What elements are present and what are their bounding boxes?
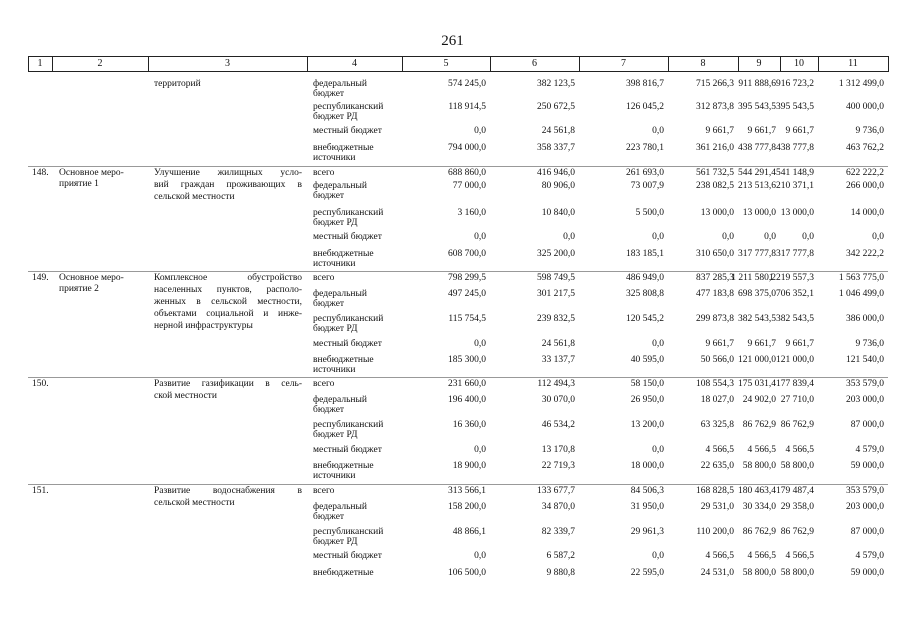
value-cell: 24 561,8 <box>541 339 575 349</box>
value-cell: 34 870,0 <box>541 502 575 512</box>
funding-source: внебюджетные <box>313 568 374 578</box>
value-cell: 87 000,0 <box>850 420 884 430</box>
funding-source: бюджет РД <box>313 324 358 334</box>
value-cell: 574 245,0 <box>448 79 486 89</box>
funding-source: республиканский <box>313 527 384 537</box>
funding-source: бюджет РД <box>313 218 358 228</box>
header-col-3: 3 <box>225 58 230 69</box>
value-cell: 0,0 <box>872 232 884 242</box>
funding-source: местный бюджет <box>313 339 382 349</box>
value-cell: 13 170,8 <box>541 445 575 455</box>
event-description: сельской местности <box>154 498 235 508</box>
value-cell: 486 949,0 <box>626 273 664 283</box>
header-col-4: 4 <box>352 58 357 69</box>
value-cell: 27 710,0 <box>780 395 814 405</box>
funding-source: местный бюджет <box>313 126 382 136</box>
event-description: женных в сельской местности, <box>154 297 302 307</box>
value-cell: 622 222,2 <box>846 168 884 178</box>
value-cell: 398 816,7 <box>626 79 664 89</box>
value-cell: 50 566,0 <box>700 355 734 365</box>
value-cell: 715 266,3 <box>696 79 734 89</box>
funding-source: источники <box>313 259 356 269</box>
value-cell: 177 839,4 <box>776 379 814 389</box>
value-cell: 317 777,8 <box>776 249 814 259</box>
event-description: ской местности <box>154 391 217 401</box>
value-cell: 598 749,5 <box>537 273 575 283</box>
value-cell: 312 873,8 <box>696 102 734 112</box>
value-cell: 9 736,0 <box>855 339 884 349</box>
funding-source: местный бюджет <box>313 232 382 242</box>
value-cell: 86 762,9 <box>742 420 776 430</box>
funding-source: бюджет <box>313 89 345 99</box>
value-cell: 58 800,0 <box>742 461 776 471</box>
event-title: приятие 2 <box>59 284 99 294</box>
value-cell: 463 762,2 <box>846 143 884 153</box>
value-cell: 9 661,7 <box>705 339 734 349</box>
value-cell: 121 000,0 <box>776 355 814 365</box>
value-cell: 110 200,0 <box>696 527 734 537</box>
value-cell: 22 719,3 <box>541 461 575 471</box>
event-description: территорий <box>154 79 201 89</box>
value-cell: 58 800,0 <box>780 568 814 578</box>
value-cell: 266 000,0 <box>846 181 884 191</box>
event-description: населенных пунктов, располо- <box>154 285 302 295</box>
value-cell: 0,0 <box>652 445 664 455</box>
value-cell: 395 543,5 <box>738 102 776 112</box>
value-cell: 1 312 499,0 <box>838 79 884 89</box>
value-cell: 33 137,7 <box>541 355 575 365</box>
value-cell: 9 736,0 <box>855 126 884 136</box>
value-cell: 13 000,0 <box>700 208 734 218</box>
value-cell: 3 160,0 <box>457 208 486 218</box>
funding-source: источники <box>313 471 356 481</box>
value-cell: 13 200,0 <box>630 420 664 430</box>
value-cell: 112 494,3 <box>537 379 575 389</box>
value-cell: 0,0 <box>474 339 486 349</box>
value-cell: 9 661,7 <box>705 126 734 136</box>
value-cell: 382 123,5 <box>537 79 575 89</box>
value-cell: 16 360,0 <box>452 420 486 430</box>
value-cell: 213 513,6 <box>738 181 776 191</box>
event-description: вий граждан проживающих в <box>154 180 302 190</box>
block-separator <box>28 377 888 378</box>
value-cell: 301 217,5 <box>537 289 575 299</box>
value-cell: 837 285,3 <box>696 273 734 283</box>
funding-source: источники <box>313 153 356 163</box>
value-cell: 382 543,5 <box>738 314 776 324</box>
value-cell: 115 754,5 <box>448 314 486 324</box>
funding-source: местный бюджет <box>313 445 382 455</box>
value-cell: 608 700,0 <box>448 249 486 259</box>
value-cell: 4 566,5 <box>705 551 734 561</box>
value-cell: 59 000,0 <box>850 568 884 578</box>
value-cell: 108 554,3 <box>696 379 734 389</box>
value-cell: 1 211 580,2 <box>731 273 776 283</box>
value-cell: 120 545,2 <box>626 314 664 324</box>
value-cell: 261 693,0 <box>626 168 664 178</box>
value-cell: 1 219 557,3 <box>768 273 814 283</box>
value-cell: 210 371,1 <box>776 181 814 191</box>
header-col-5: 5 <box>443 58 449 69</box>
value-cell: 179 487,4 <box>776 486 814 496</box>
value-cell: 29 358,0 <box>780 502 814 512</box>
value-cell: 9 661,7 <box>747 126 776 136</box>
value-cell: 183 185,1 <box>626 249 664 259</box>
value-cell: 477 183,8 <box>696 289 734 299</box>
value-cell: 4 579,0 <box>855 551 884 561</box>
value-cell: 0,0 <box>722 232 734 242</box>
value-cell: 9 661,7 <box>747 339 776 349</box>
value-cell: 73 007,9 <box>630 181 664 191</box>
value-cell: 13 000,0 <box>780 208 814 218</box>
row-number: 150. <box>32 379 49 389</box>
event-title: приятие 1 <box>59 179 99 189</box>
value-cell: 798 299,5 <box>448 273 486 283</box>
value-cell: 121 000,0 <box>738 355 776 365</box>
header-col-9: 9 <box>756 58 762 69</box>
funding-source: источники <box>313 365 356 375</box>
value-cell: 30 070,0 <box>541 395 575 405</box>
value-cell: 14 000,0 <box>850 208 884 218</box>
funding-source: всего <box>313 168 335 178</box>
funding-source: бюджет РД <box>313 537 358 547</box>
header-bottom-rule <box>28 71 888 72</box>
funding-source: внебюджетные <box>313 461 374 471</box>
value-cell: 400 000,0 <box>846 102 884 112</box>
value-cell: 77 000,0 <box>452 181 486 191</box>
value-cell: 395 543,5 <box>776 102 814 112</box>
value-cell: 6 587,2 <box>546 551 575 561</box>
value-cell: 29 961,3 <box>630 527 664 537</box>
value-cell: 325 808,8 <box>626 289 664 299</box>
value-cell: 1 046 499,0 <box>838 289 884 299</box>
block-separator <box>28 484 888 485</box>
value-cell: 106 500,0 <box>448 568 486 578</box>
funding-source: всего <box>313 273 335 283</box>
header-col-2: 2 <box>97 58 103 69</box>
value-cell: 87 000,0 <box>850 527 884 537</box>
value-cell: 58 800,0 <box>742 568 776 578</box>
funding-source: бюджет <box>313 299 345 309</box>
value-cell: 133 677,7 <box>537 486 575 496</box>
value-cell: 4 566,5 <box>747 551 776 561</box>
funding-source: бюджет РД <box>313 112 358 122</box>
header-top-rule <box>28 56 888 57</box>
value-cell: 250 672,5 <box>537 102 575 112</box>
value-cell: 911 888,6 <box>738 79 776 89</box>
value-cell: 497 245,0 <box>448 289 486 299</box>
event-title: Основное меро- <box>59 168 124 178</box>
value-cell: 59 000,0 <box>850 461 884 471</box>
event-description: нерной инфраструктуры <box>154 321 253 331</box>
value-cell: 223 780,1 <box>626 143 664 153</box>
value-cell: 358 337,7 <box>537 143 575 153</box>
value-cell: 30 334,0 <box>742 502 776 512</box>
value-cell: 0,0 <box>802 232 814 242</box>
funding-source: бюджет РД <box>313 430 358 440</box>
value-cell: 4 566,5 <box>785 445 814 455</box>
value-cell: 4 566,5 <box>705 445 734 455</box>
header-col-6: 6 <box>532 58 537 69</box>
value-cell: 317 777,8 <box>738 249 776 259</box>
value-cell: 561 732,5 <box>696 168 734 178</box>
funding-source: федеральный <box>313 289 367 299</box>
value-cell: 0,0 <box>652 232 664 242</box>
value-cell: 353 579,0 <box>846 486 884 496</box>
value-cell: 22 595,0 <box>630 568 664 578</box>
value-cell: 58 800,0 <box>780 461 814 471</box>
value-cell: 185 300,0 <box>448 355 486 365</box>
value-cell: 916 723,2 <box>776 79 814 89</box>
value-cell: 82 339,7 <box>541 527 575 537</box>
value-cell: 58 150,0 <box>630 379 664 389</box>
value-cell: 4 566,5 <box>747 445 776 455</box>
page-number: 261 <box>441 33 464 49</box>
value-cell: 382 543,5 <box>776 314 814 324</box>
value-cell: 0,0 <box>563 232 575 242</box>
value-cell: 86 762,9 <box>742 527 776 537</box>
event-description: Комплексное обустройство <box>154 273 302 283</box>
value-cell: 313 566,1 <box>448 486 486 496</box>
value-cell: 4 579,0 <box>855 445 884 455</box>
value-cell: 5 500,0 <box>635 208 664 218</box>
funding-source: республиканский <box>313 420 384 430</box>
header-col-10: 10 <box>794 58 804 69</box>
funding-source: бюджет <box>313 191 345 201</box>
funding-source: бюджет <box>313 405 345 415</box>
value-cell: 438 777,8 <box>776 143 814 153</box>
value-cell: 794 000,0 <box>448 143 486 153</box>
row-number: 148. <box>32 168 49 178</box>
value-cell: 0,0 <box>652 126 664 136</box>
value-cell: 299 873,8 <box>696 314 734 324</box>
value-cell: 86 762,9 <box>780 420 814 430</box>
value-cell: 0,0 <box>474 126 486 136</box>
funding-source: всего <box>313 486 335 496</box>
value-cell: 18 900,0 <box>452 461 486 471</box>
funding-source: внебюджетные <box>313 143 374 153</box>
event-description: сельской местности <box>154 192 235 202</box>
value-cell: 0,0 <box>474 232 486 242</box>
value-cell: 9 661,7 <box>785 126 814 136</box>
value-cell: 239 832,5 <box>537 314 575 324</box>
value-cell: 438 777,8 <box>738 143 776 153</box>
value-cell: 24 531,0 <box>700 568 734 578</box>
value-cell: 10 840,0 <box>541 208 575 218</box>
value-cell: 0,0 <box>652 551 664 561</box>
value-cell: 698 375,0 <box>738 289 776 299</box>
value-cell: 706 352,1 <box>776 289 814 299</box>
value-cell: 84 506,3 <box>630 486 664 496</box>
row-number: 149. <box>32 273 49 283</box>
value-cell: 325 200,0 <box>537 249 575 259</box>
value-cell: 80 906,0 <box>541 181 575 191</box>
value-cell: 4 566,5 <box>785 551 814 561</box>
value-cell: 342 222,2 <box>846 249 884 259</box>
value-cell: 203 000,0 <box>846 395 884 405</box>
header-col-8: 8 <box>700 58 706 69</box>
value-cell: 310 650,0 <box>696 249 734 259</box>
value-cell: 544 291,4 <box>738 168 776 178</box>
funding-source: внебюджетные <box>313 249 374 259</box>
value-cell: 168 828,5 <box>696 486 734 496</box>
value-cell: 18 027,0 <box>700 395 734 405</box>
value-cell: 9 661,7 <box>785 339 814 349</box>
value-cell: 353 579,0 <box>846 379 884 389</box>
value-cell: 63 325,8 <box>700 420 734 430</box>
value-cell: 158 200,0 <box>448 502 486 512</box>
value-cell: 0,0 <box>474 445 486 455</box>
funding-source: федеральный <box>313 181 367 191</box>
event-description: Улучшение жилищных усло- <box>154 168 302 178</box>
value-cell: 0,0 <box>474 551 486 561</box>
funding-source: республиканский <box>313 314 384 324</box>
value-cell: 86 762,9 <box>780 527 814 537</box>
event-description: Развитие водоснабжения в <box>154 486 302 496</box>
value-cell: 24 561,8 <box>541 126 575 136</box>
funding-source: внебюджетные <box>313 355 374 365</box>
value-cell: 238 082,5 <box>696 181 734 191</box>
event-description: Развитие газификации в сель- <box>154 379 302 389</box>
value-cell: 386 000,0 <box>846 314 884 324</box>
value-cell: 48 866,1 <box>452 527 486 537</box>
value-cell: 0,0 <box>652 339 664 349</box>
header-column-divider <box>888 56 889 72</box>
value-cell: 0,0 <box>764 232 776 242</box>
value-cell: 1 563 775,0 <box>838 273 884 283</box>
value-cell: 22 635,0 <box>700 461 734 471</box>
value-cell: 26 950,0 <box>630 395 664 405</box>
value-cell: 361 216,0 <box>696 143 734 153</box>
value-cell: 126 045,2 <box>626 102 664 112</box>
funding-source: республиканский <box>313 102 384 112</box>
value-cell: 24 902,0 <box>742 395 776 405</box>
value-cell: 40 595,0 <box>630 355 664 365</box>
value-cell: 118 914,5 <box>448 102 486 112</box>
value-cell: 121 540,0 <box>846 355 884 365</box>
funding-source: бюджет <box>313 512 345 522</box>
value-cell: 46 534,2 <box>541 420 575 430</box>
header-col-11: 11 <box>848 58 858 69</box>
value-cell: 203 000,0 <box>846 502 884 512</box>
header-col-1: 1 <box>37 58 43 69</box>
value-cell: 541 148,9 <box>776 168 814 178</box>
value-cell: 196 400,0 <box>448 395 486 405</box>
value-cell: 175 031,4 <box>738 379 776 389</box>
value-cell: 18 000,0 <box>630 461 664 471</box>
value-cell: 688 860,0 <box>448 168 486 178</box>
header-col-7: 7 <box>621 58 626 69</box>
event-title: Основное меро- <box>59 273 124 283</box>
funding-source: республиканский <box>313 208 384 218</box>
value-cell: 231 660,0 <box>448 379 486 389</box>
funding-source: федеральный <box>313 79 367 89</box>
funding-source: всего <box>313 379 335 389</box>
value-cell: 13 000,0 <box>742 208 776 218</box>
block-separator <box>28 271 888 272</box>
value-cell: 9 880,8 <box>546 568 575 578</box>
event-description: объектами социальной и инже- <box>154 309 302 319</box>
value-cell: 180 463,4 <box>738 486 776 496</box>
row-number: 151. <box>32 486 49 496</box>
funding-source: местный бюджет <box>313 551 382 561</box>
funding-source: федеральный <box>313 395 367 405</box>
funding-source: федеральный <box>313 502 367 512</box>
value-cell: 31 950,0 <box>630 502 664 512</box>
block-separator <box>28 166 888 167</box>
value-cell: 416 946,0 <box>537 168 575 178</box>
value-cell: 29 531,0 <box>700 502 734 512</box>
